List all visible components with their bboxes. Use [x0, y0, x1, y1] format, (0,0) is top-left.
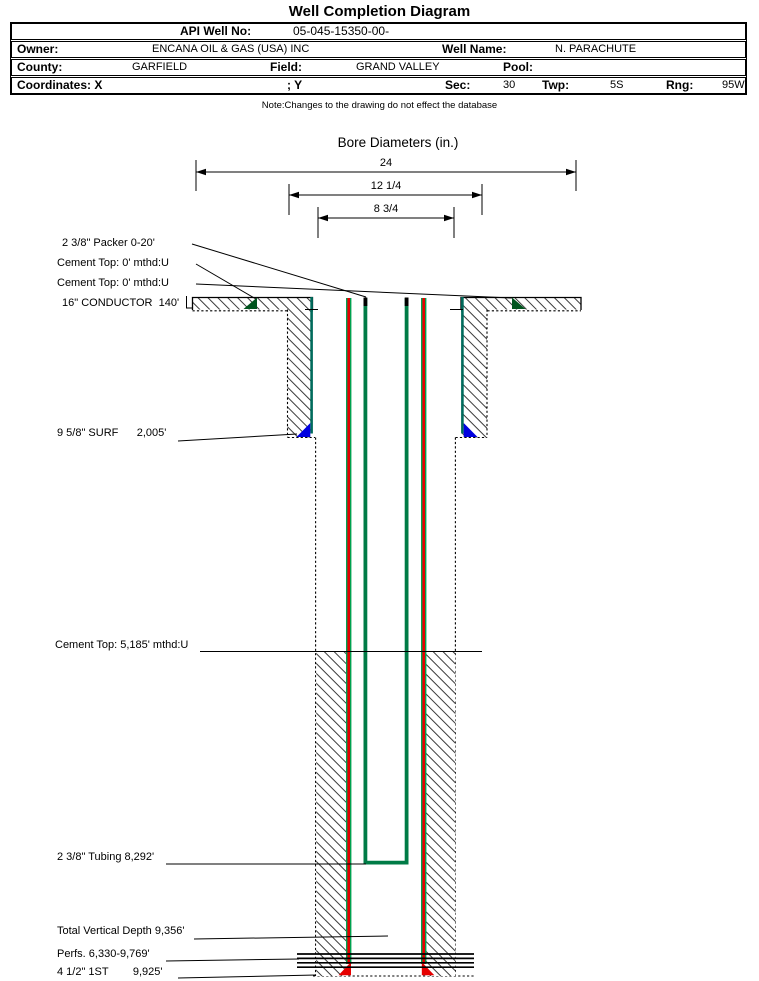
rng-value: 95W: [722, 79, 745, 91]
twp-label: Twp:: [542, 78, 570, 92]
page-title: Well Completion Diagram: [288, 3, 471, 20]
dim8-arrow-left: [318, 215, 328, 221]
twp-value: 5S: [610, 79, 624, 91]
sec-label: Sec:: [445, 78, 471, 92]
field-value: GRAND VALLEY: [356, 61, 440, 73]
dimension-8-3-4: [318, 207, 454, 238]
dim24-arrow-right: [566, 169, 576, 175]
production-cement-right-hatch: [426, 652, 456, 976]
tvd-annotation: Total Vertical Depth 9,356': [57, 925, 185, 937]
surface-casing-annotation: 9 5/8" SURF 2,005': [57, 427, 167, 439]
dim24-arrow-left: [196, 169, 206, 175]
well-name-label: Well Name:: [442, 42, 507, 56]
dimension-24: [196, 160, 576, 191]
packer-leader: [192, 244, 366, 297]
cement-top-annotation-1: Cement Top: 0' mthd:U: [57, 257, 169, 269]
county-value: GARFIELD: [132, 61, 188, 73]
dim12-arrow-right: [472, 192, 482, 198]
cement-top-annotation-2: Cement Top: 0' mthd:U: [57, 277, 169, 289]
production-casing-right-line: [422, 298, 425, 964]
tvd-leader: [194, 936, 388, 939]
surface-cement-right-hatch: [462, 310, 488, 438]
production-casing-leader: [178, 975, 316, 978]
tubing-annotation: 2 3/8" Tubing 8,292': [57, 851, 155, 863]
rng-label: Rng:: [666, 78, 694, 92]
sec-value: 30: [503, 79, 516, 91]
conductor-annotation: 16" CONDUCTOR 140': [62, 297, 180, 309]
surface-casing-leader: [178, 434, 297, 441]
api-well-no-value: 05-045-15350-00-: [293, 24, 390, 38]
dim12-arrow-left: [289, 192, 299, 198]
cement-top-2-leader: [196, 284, 512, 298]
database-note: Note:Changes to the drawing do not effect the database: [261, 100, 498, 111]
owner-value: ENCANA OIL & GAS (USA) INC: [152, 43, 310, 55]
api-well-no-label: API Well No:: [180, 24, 252, 38]
owner-label: Owner:: [17, 42, 59, 56]
surface-cement-left-hatch: [288, 310, 313, 438]
tubing-string: [365, 298, 406, 863]
conductor-leader: [187, 296, 193, 308]
dim8-arrow-right: [444, 215, 454, 221]
perforations-annotation: Perfs. 6,330-9,769': [57, 948, 150, 960]
coordinates-x-label: Coordinates: X: [17, 78, 103, 92]
county-label: County:: [17, 60, 63, 74]
packer-mark-right: [405, 298, 409, 307]
pool-label: Pool:: [503, 60, 533, 74]
production-casing-annotation: 4 1/2" 1ST 9,925': [57, 966, 163, 978]
dim-label-24: 24: [379, 157, 393, 169]
coordinates-y-label: ; Y: [287, 78, 303, 92]
production-cement-left-hatch: [316, 652, 346, 976]
well-name-value: N. PARACHUTE: [555, 43, 637, 55]
packer-mark-left: [364, 298, 368, 307]
perforations-leader: [166, 959, 299, 961]
cement-top-1-leader: [196, 264, 256, 299]
cement-top-annotation-3: Cement Top: 5,185' mthd:U: [55, 639, 189, 651]
production-casing-right: [421, 298, 426, 964]
surface-cement-column-right: [456, 310, 488, 438]
packer-annotation: 2 3/8" Packer 0-20': [62, 237, 155, 249]
bore-diameters-title: Bore Diameters (in.): [337, 135, 459, 150]
dim-label-8-3-4: 8 3/4: [373, 203, 399, 215]
field-label: Field:: [270, 60, 302, 74]
dim-label-12-1-4: 12 1/4: [370, 180, 402, 192]
